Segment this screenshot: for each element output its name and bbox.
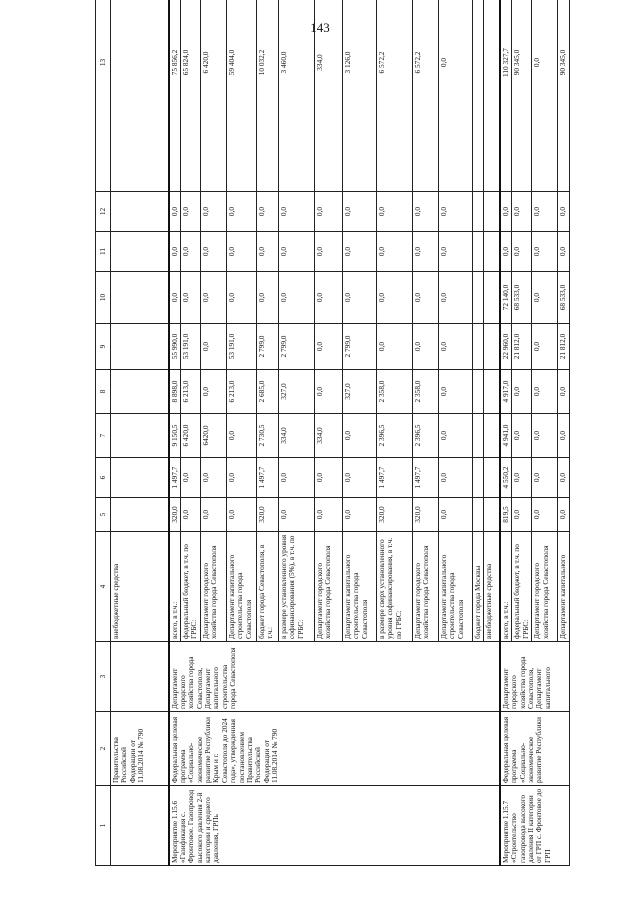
value-cell: 72 140,0 bbox=[500, 272, 512, 324]
value-cell: 0,0 bbox=[342, 272, 376, 324]
table-body bbox=[111, 0, 570, 866]
value-cell bbox=[472, 370, 483, 414]
header-cell: 2 bbox=[96, 712, 111, 786]
value-cell: 6 420,0 bbox=[180, 414, 200, 458]
value-cell: 0,0 bbox=[512, 370, 532, 414]
value-cell: 2 396,5 bbox=[376, 414, 412, 458]
value-cell: 0,0 bbox=[169, 272, 181, 324]
value-cell: 0,0 bbox=[314, 272, 342, 324]
measure-title: Мероприятие 1.15.6 «Газификация с. Фронтовое. Газопровод высокого давления 2-й категории и среднего давления, ГРПь bbox=[169, 786, 500, 866]
value-cell: 0,0 bbox=[342, 414, 376, 458]
value-cell: 0,0 bbox=[256, 232, 278, 272]
value-cell: 55 990,0 bbox=[169, 324, 181, 370]
value-cell: 0,0 bbox=[200, 370, 226, 414]
value-cell: 0,0 bbox=[314, 232, 342, 272]
value-cell bbox=[484, 458, 500, 498]
value-cell: 0,0 bbox=[278, 232, 314, 272]
row-label: бюджет города Севастополя, в т.ч.: bbox=[256, 532, 278, 642]
value-cell: 0,0 bbox=[180, 458, 200, 498]
value-cell: 0,0 bbox=[558, 232, 570, 272]
value-cell: 0,0 bbox=[532, 192, 558, 232]
measure-title: Мероприятие 1.15.7 «Строительство газопровода высокого давления II категории от ГРП с. Фронтовое до ГРП bbox=[500, 786, 570, 866]
value-cell: 2 730,5 bbox=[256, 414, 278, 458]
value-cell: 0,0 bbox=[438, 324, 472, 370]
value-cell: 334,0 bbox=[314, 0, 342, 192]
value-cell: 4 917,0 bbox=[500, 370, 512, 414]
value-cell: 0,0 bbox=[558, 192, 570, 232]
value-cell: 53 191,0 bbox=[180, 324, 200, 370]
value-cell: 0,0 bbox=[532, 324, 558, 370]
value-cell: 0,0 bbox=[180, 192, 200, 232]
value-cell: 0,0 bbox=[200, 192, 226, 232]
value-cell bbox=[472, 498, 483, 532]
value-cell: 320,0 bbox=[412, 498, 438, 532]
value-cell: 327,0 bbox=[278, 370, 314, 414]
continuation-source: внебюджетные средства bbox=[111, 532, 169, 642]
value-cell: 0,0 bbox=[532, 232, 558, 272]
value-cell bbox=[484, 370, 500, 414]
header-cell: 9 bbox=[96, 324, 111, 370]
header-cell: 3 bbox=[96, 642, 111, 712]
value-cell: 0,0 bbox=[169, 232, 181, 272]
value-cell: 0,0 bbox=[438, 370, 472, 414]
page-number: 143 bbox=[310, 20, 330, 35]
value-cell: 0,0 bbox=[278, 272, 314, 324]
value-cell: 320,0 bbox=[376, 498, 412, 532]
value-cell bbox=[472, 272, 483, 324]
header-cell: 6 bbox=[96, 458, 111, 498]
row-label: Департамент городского хозяйства города Севастополя bbox=[532, 532, 558, 642]
value-cell: 0,0 bbox=[314, 192, 342, 232]
value-cell: 0,0 bbox=[314, 324, 342, 370]
value-cell: 0,0 bbox=[314, 370, 342, 414]
value-cell: 0,0 bbox=[169, 192, 181, 232]
value-cell: 22 960,0 bbox=[500, 324, 512, 370]
value-cell: 0,0 bbox=[200, 232, 226, 272]
header-cell: 7 bbox=[96, 414, 111, 458]
value-cell: 0,0 bbox=[226, 232, 256, 272]
row-label: Департамент городского хозяйства города Севастополя bbox=[200, 532, 226, 642]
continuation-program: Правительства Российской Федерации от 11.08.2014 № 790 bbox=[111, 712, 169, 786]
value-cell: 3 460,0 bbox=[278, 0, 314, 192]
value-cell: 21 812,0 bbox=[558, 324, 570, 370]
value-cell: 2 799,0 bbox=[342, 324, 376, 370]
value-cell: 0,0 bbox=[226, 498, 256, 532]
row-label: федеральный бюджет, в т.ч. по ГРБС: bbox=[512, 532, 532, 642]
value-cell bbox=[484, 324, 500, 370]
value-cell: 0,0 bbox=[532, 272, 558, 324]
header-cell: 4 bbox=[96, 532, 111, 642]
row-label: внебюджетные средства bbox=[484, 532, 500, 642]
value-cell: 4 941,0 bbox=[500, 414, 512, 458]
value-cell: 59 404,0 bbox=[226, 0, 256, 192]
value-cell: 0,0 bbox=[412, 232, 438, 272]
value-cell: 0,0 bbox=[342, 192, 376, 232]
value-cell: 0,0 bbox=[500, 192, 512, 232]
value-cell: 1 497,7 bbox=[412, 458, 438, 498]
value-cell: 53 191,0 bbox=[226, 324, 256, 370]
budget-table-rotated bbox=[95, 34, 568, 866]
value-cell: 0,0 bbox=[438, 0, 472, 192]
value-cell: 0,0 bbox=[256, 192, 278, 232]
value-cell: 0,0 bbox=[278, 192, 314, 232]
value-cell: 8 898,0 bbox=[169, 370, 181, 414]
value-cell: 0,0 bbox=[532, 370, 558, 414]
value-cell: 1 497,7 bbox=[376, 458, 412, 498]
measure-program: Федеральная целевая программа «Социально-экономическое развитие Республики Крым и г. Севастополя до 2024 года», утвержденная постановлением Правительства Российской Федерации от 11.08.2014 № 790 bbox=[169, 712, 500, 786]
value-cell: 0,0 bbox=[226, 192, 256, 232]
value-cell: 21 812,0 bbox=[512, 324, 532, 370]
value-cell: 334,0 bbox=[278, 414, 314, 458]
value-cell: 0,0 bbox=[532, 414, 558, 458]
value-cell: 6 572,2 bbox=[412, 0, 438, 192]
continuation-row bbox=[111, 0, 169, 866]
value-cell: 0,0 bbox=[376, 324, 412, 370]
value-cell: 0,0 bbox=[342, 498, 376, 532]
value-cell: 0,0 bbox=[558, 414, 570, 458]
row-label: Департамент капитального bbox=[558, 532, 570, 642]
value-cell: 0,0 bbox=[200, 458, 226, 498]
value-cell bbox=[472, 324, 483, 370]
value-cell bbox=[484, 498, 500, 532]
value-cell: 68 533,0 bbox=[558, 272, 570, 324]
value-cell: 65 824,0 bbox=[180, 0, 200, 192]
row-label: бюджет города Москвы bbox=[472, 532, 483, 642]
value-cell: 0,0 bbox=[438, 498, 472, 532]
measure-executor: Департамент городского хозяйства города Севастополя, Департамент капитального строительства города Севастополя bbox=[169, 642, 500, 712]
value-cell: 0,0 bbox=[512, 458, 532, 498]
value-cell bbox=[472, 414, 483, 458]
measure-executor: Департамент городского хозяйства города Севастополя, Департамент капитального bbox=[500, 642, 570, 712]
value-cell: 110 327,7 bbox=[500, 0, 512, 192]
value-cell: 0,0 bbox=[200, 498, 226, 532]
value-cell: 0,0 bbox=[438, 192, 472, 232]
value-cell: 0,0 bbox=[278, 498, 314, 532]
value-cell: 0,0 bbox=[412, 324, 438, 370]
value-cell: 320,0 bbox=[256, 498, 278, 532]
row-label: в размере сверх установленного уровня софинансирования, в т.ч. по ГРБС: bbox=[376, 532, 412, 642]
value-cell: 0,0 bbox=[558, 458, 570, 498]
value-cell bbox=[472, 232, 483, 272]
value-cell: 0,0 bbox=[256, 272, 278, 324]
value-cell: 0,0 bbox=[500, 232, 512, 272]
header-cell: 11 bbox=[96, 232, 111, 272]
value-cell: 2 358,0 bbox=[412, 370, 438, 414]
value-cell: 0,0 bbox=[226, 458, 256, 498]
row-label: Департамент капитального строительства города Севастополя bbox=[438, 532, 472, 642]
value-cell: 0,0 bbox=[438, 232, 472, 272]
header-row bbox=[96, 0, 111, 866]
value-cell bbox=[484, 272, 500, 324]
value-cell: 0,0 bbox=[412, 192, 438, 232]
value-cell: 327,0 bbox=[342, 370, 376, 414]
row-label: федеральный бюджет, в т.ч. по ГРБС: bbox=[180, 532, 200, 642]
value-cell: 0,0 bbox=[512, 498, 532, 532]
value-cell: 0,0 bbox=[342, 232, 376, 272]
value-cell: 0,0 bbox=[532, 0, 558, 192]
budget-table bbox=[95, 0, 570, 866]
value-cell bbox=[484, 0, 500, 192]
value-cell: 90 345,0 bbox=[512, 0, 532, 192]
row-label: всего, в т.ч.: bbox=[500, 532, 512, 642]
value-cell: 0,0 bbox=[438, 272, 472, 324]
header-cell: 1 bbox=[96, 786, 111, 866]
table-row bbox=[500, 0, 512, 866]
value-cell: 0,0 bbox=[226, 414, 256, 458]
value-cell: 0,0 bbox=[438, 414, 472, 458]
value-cell: 3 126,0 bbox=[342, 0, 376, 192]
value-cell: 2 685,0 bbox=[256, 370, 278, 414]
value-cell bbox=[472, 192, 483, 232]
value-cell: 0,0 bbox=[512, 414, 532, 458]
header-cell: 5 bbox=[96, 498, 111, 532]
row-label: всего, в т.ч.: bbox=[169, 532, 181, 642]
value-cell: 6 213,0 bbox=[180, 370, 200, 414]
value-cell: 0,0 bbox=[376, 192, 412, 232]
value-cell: 0,0 bbox=[532, 498, 558, 532]
value-cell: 0,0 bbox=[226, 272, 256, 324]
value-cell: 75 856,2 bbox=[169, 0, 181, 192]
value-cell: 0,0 bbox=[558, 370, 570, 414]
value-cell: 0,0 bbox=[180, 498, 200, 532]
value-cell: 0,0 bbox=[376, 232, 412, 272]
header-cell: 13 bbox=[96, 0, 111, 192]
value-cell: 0,0 bbox=[438, 458, 472, 498]
value-cell: 6420,0 bbox=[200, 414, 226, 458]
row-label: Департамент городского хозяйства города Севастополя bbox=[314, 532, 342, 642]
value-cell: 0,0 bbox=[180, 272, 200, 324]
value-cell: 6 420,0 bbox=[200, 0, 226, 192]
value-cell: 1 497,7 bbox=[169, 458, 181, 498]
value-cell: 334,0 bbox=[314, 414, 342, 458]
value-cell bbox=[484, 192, 500, 232]
value-cell: 0,0 bbox=[376, 272, 412, 324]
value-cell: 2 799,0 bbox=[278, 324, 314, 370]
value-cell bbox=[484, 232, 500, 272]
value-cell: 320,0 bbox=[169, 498, 181, 532]
value-cell: 9 150,5 bbox=[169, 414, 181, 458]
measure-program: Федеральная целевая программа «Социально-экономическое развитие Республики bbox=[500, 712, 570, 786]
header-cell: 12 bbox=[96, 192, 111, 232]
value-cell: 2 358,0 bbox=[376, 370, 412, 414]
header-cell: 8 bbox=[96, 370, 111, 414]
value-cell: 1 497,7 bbox=[256, 458, 278, 498]
header-cell: 10 bbox=[96, 272, 111, 324]
value-cell: 0,0 bbox=[558, 498, 570, 532]
value-cell: 68 533,0 bbox=[512, 272, 532, 324]
value-cell: 10 032,2 bbox=[256, 0, 278, 192]
value-cell: 0,0 bbox=[314, 458, 342, 498]
value-cell: 0,0 bbox=[512, 232, 532, 272]
value-cell: 0,0 bbox=[180, 232, 200, 272]
value-cell bbox=[472, 458, 483, 498]
table-row bbox=[169, 0, 181, 866]
value-cell: 819,5 bbox=[500, 498, 512, 532]
value-cell bbox=[484, 414, 500, 458]
value-cell: 0,0 bbox=[342, 458, 376, 498]
row-label: Департамент капитального строительства города Севастополя bbox=[226, 532, 256, 642]
value-cell: 6 213,0 bbox=[226, 370, 256, 414]
value-cell: 0,0 bbox=[412, 272, 438, 324]
value-cell: 0,0 bbox=[532, 458, 558, 498]
value-cell: 0,0 bbox=[200, 272, 226, 324]
value-cell: 2 799,0 bbox=[256, 324, 278, 370]
value-cell: 0,0 bbox=[200, 324, 226, 370]
value-cell: 0,0 bbox=[314, 498, 342, 532]
value-cell: 4 550,2 bbox=[500, 458, 512, 498]
value-cell: 90 345,0 bbox=[558, 0, 570, 192]
value-cell: 0,0 bbox=[278, 458, 314, 498]
row-label: в размере установленного уровня софинансирования (5%), в т.ч. по ГРБС: bbox=[278, 532, 314, 642]
value-cell: 6 572,2 bbox=[376, 0, 412, 192]
row-label: Департамент городского хозяйства города Севастополя bbox=[412, 532, 438, 642]
row-label: Департамент капитального строительства города Севастополя bbox=[342, 532, 376, 642]
value-cell: 0,0 bbox=[512, 192, 532, 232]
value-cell bbox=[472, 0, 483, 192]
value-cell: 2 396,5 bbox=[412, 414, 438, 458]
